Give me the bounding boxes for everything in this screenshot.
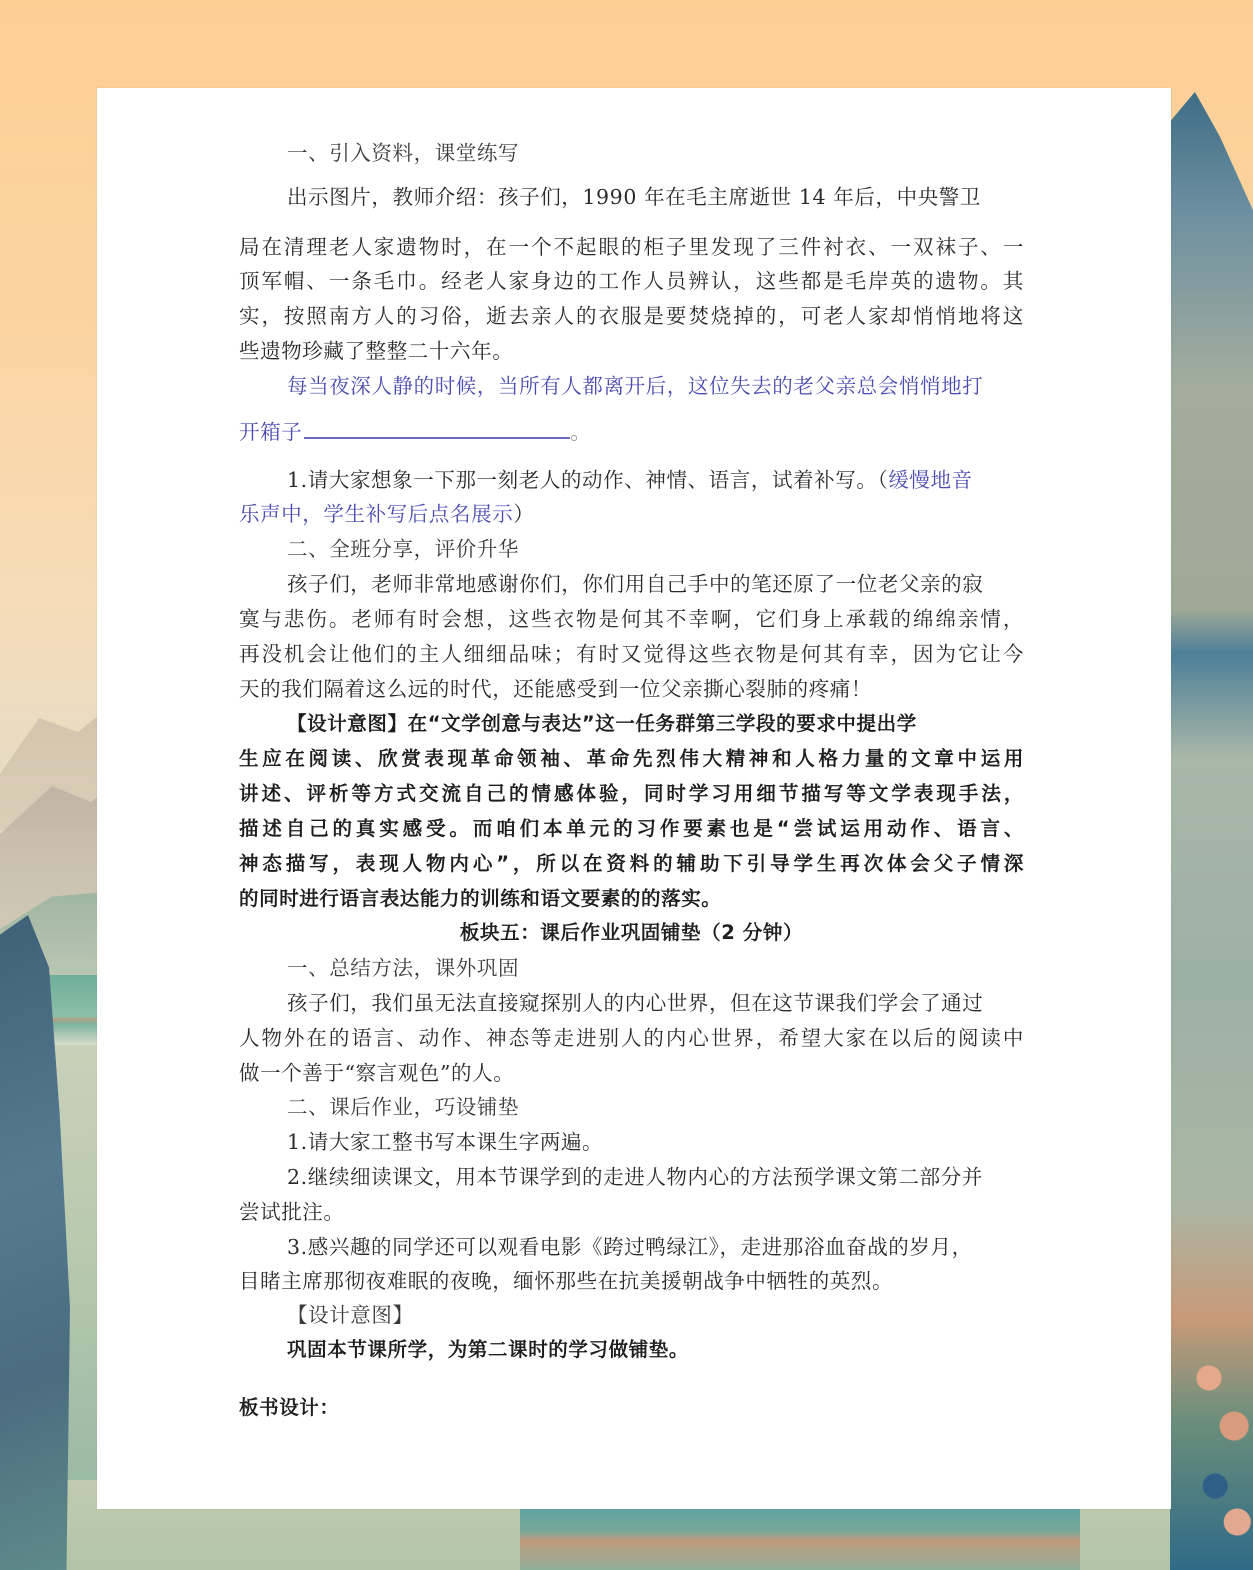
task-1-line-2	[239, 500, 534, 528]
intro-line: 局在清理老人家遗物时，在一个不起眼的柜子里发现了三件衬衣、一双袜子、一	[239, 235, 1024, 259]
design-intent-line: 描述自己的真实感受。而咱们本单元的习作要素也是“尝试运用动作、语言、	[239, 817, 1024, 840]
homework-item-2: 2.继续细读课文，用本节课学到的走进人物内心的方法预学课文第二部分并	[287, 1165, 983, 1189]
design-intent-line: 生应在阅读、欣赏表现革命领袖、革命先烈伟大精神和人格力量的文章中运用	[239, 747, 1024, 770]
share-line: 天的我们隔着这么远的时代，还能感受到一位父亲撕心裂肺的疼痛！	[239, 677, 872, 701]
share-line: 再没机会让他们的主人细细品味；有时又觉得这些衣物是何其有幸，因为它让今	[239, 642, 1024, 666]
homework-item-2-cont: 尝试批注。	[239, 1200, 345, 1224]
task-1-close: ）	[513, 502, 535, 526]
fill-in-blank[interactable]	[304, 417, 570, 439]
design-intent-line: 神态描写，表现人物内心”，所以在资料的辅助下引导学生再次体会父子情深	[239, 852, 1024, 875]
share-line: 孩子们，老师非常地感谢你们，你们用自己手中的笔还原了一位老父亲的寂	[287, 572, 984, 596]
summary-line: 人物外在的语言、动作、神态等走进别人的内心世界，希望大家在以后的阅读中	[239, 1026, 1024, 1050]
board-design-label: 板书设计：	[239, 1396, 340, 1419]
section5-heading-1: 一、总结方法，课外巩固	[287, 956, 520, 980]
section5-heading-2: 二、课后作业，巧设铺垫	[287, 1095, 520, 1119]
homework-item-3: 3.感兴趣的同学还可以观看电影《跨过鸭绿江》，走进那浴血奋战的岁月，	[287, 1235, 973, 1259]
design-intent-line: 的同时进行语言表达能力的训练和语文要素的的落实。	[239, 887, 722, 910]
intro-line: 顶军帽、一条毛巾。经老人家身边的工作人员辨认，这些都是毛岸英的遗物。其	[239, 269, 1024, 293]
fill-in-prompt-line: 每当夜深人静的时候，当所有人都离开后，这位失去的老父亲总会悄悄地打	[287, 374, 984, 398]
fill-in-end: 。	[570, 420, 592, 444]
fill-in-prompt-line-2	[239, 417, 591, 446]
task-1-note-b: 乐声中，学生补写后点名展示	[239, 502, 514, 526]
fill-in-prompt-text: 开箱子	[239, 420, 303, 444]
background-trees-right	[1190, 1330, 1253, 1570]
section4-heading-1: 一、引入资料，课堂练写	[287, 141, 520, 165]
task-1-text: 1.请大家想象一下那一刻老人的动作、神情、语言，试着补写。（	[287, 468, 889, 492]
design-intent-text: 巩固本节课所学，为第二课时的学习做铺垫。	[287, 1338, 690, 1361]
homework-item-3-cont: 目睹主席那彻夜难眠的夜晚，缅怀那些在抗美援朝战争中牺牲的英烈。	[239, 1269, 894, 1293]
section4-heading-2: 二、全班分享，评价升华	[287, 537, 520, 561]
document-page	[97, 88, 1171, 1509]
design-intent-label: 【设计意图】	[287, 1303, 414, 1327]
intro-line: 出示图片，教师介绍：孩子们，1990 年在毛主席逝世 14 年后，中央警卫	[287, 185, 982, 209]
background-rock-left	[0, 915, 70, 1570]
share-line: 寞与悲伤。老师有时会想，这些衣物是何其不幸啊，它们身上承载的绵绵亲情，	[239, 607, 1024, 631]
section5-title: 板块五：课后作业巩固铺垫（2 分钟）	[459, 921, 804, 944]
intro-line: 些遗物珍藏了整整二十六年。	[239, 339, 514, 363]
summary-line: 做一个善于“察言观色”的人。	[239, 1061, 515, 1085]
background-mountain-right	[1170, 92, 1253, 1570]
intro-line: 实，按照南方人的习俗，逝去亲人的衣服是要焚烧掉的，可老人家却悄悄地将这	[239, 304, 1024, 328]
task-1-line	[287, 466, 973, 494]
background-water-bottom	[520, 1505, 1080, 1570]
task-1-note-a: 缓慢地音	[888, 468, 973, 492]
design-intent-line: 【设计意图】在“文学创意与表达”这一任务群第三学段的要求中提出学	[287, 712, 917, 735]
homework-item-1: 1.请大家工整书写本课生字两遍。	[287, 1130, 604, 1154]
design-intent-line: 讲述、评析等方式交流自己的情感体验，同时学习用细节描写等文学表现手法，	[239, 782, 1024, 805]
summary-line: 孩子们，我们虽无法直接窥探别人的内心世界，但在这节课我们学会了通过	[287, 991, 984, 1015]
